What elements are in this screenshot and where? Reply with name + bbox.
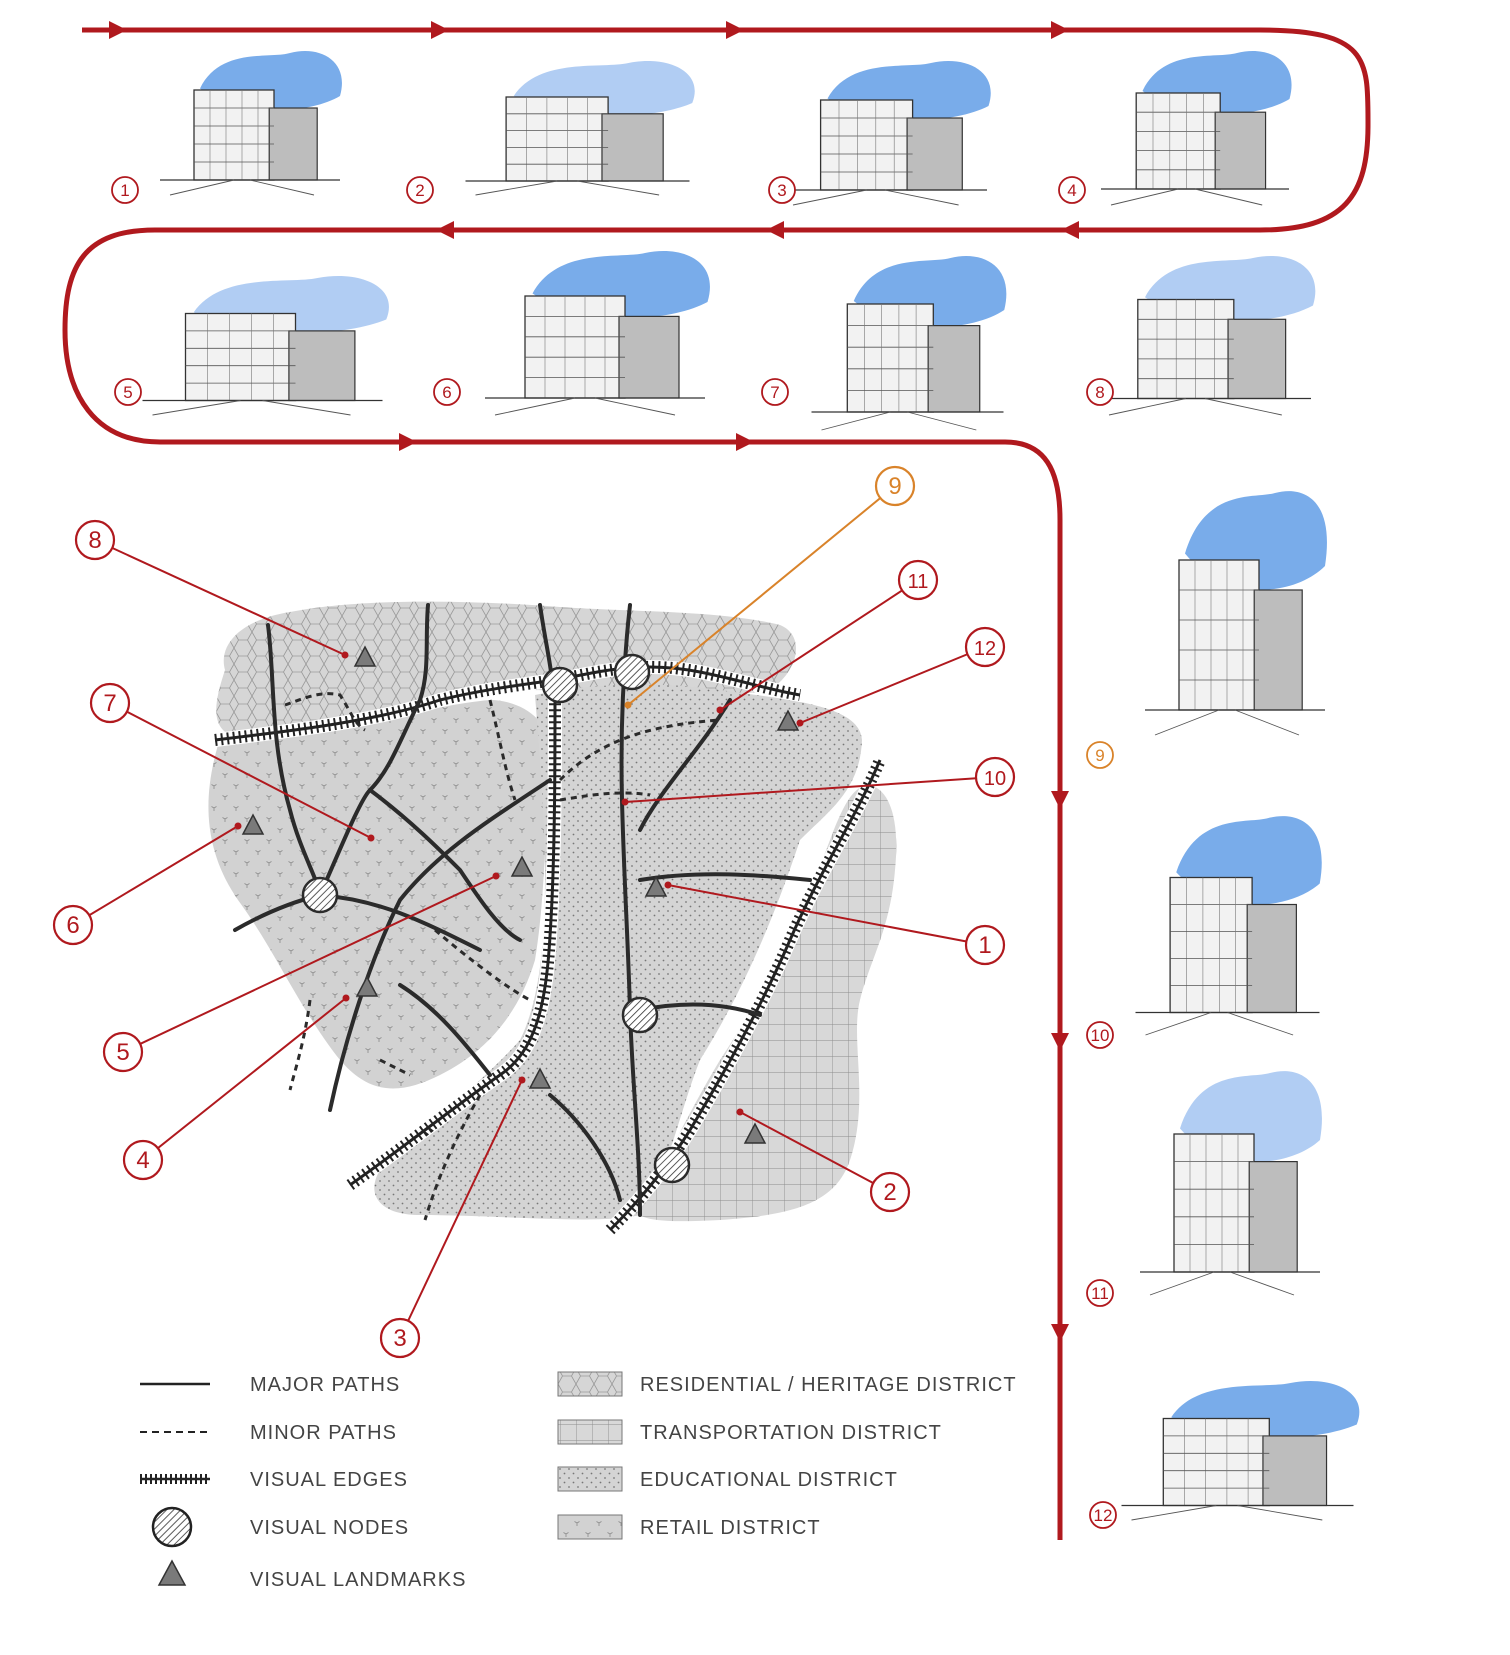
callout-dot [368,835,375,842]
callout-leader [95,540,345,655]
building-outline [525,296,625,398]
sketch-number-text: 1 [120,181,130,200]
legend-residential-swatch [558,1372,622,1396]
sketch-number-text: 8 [1095,383,1105,402]
callout-number: 10 [983,768,1007,790]
building-shadow [907,118,962,190]
callout-dot [797,720,804,727]
visual-node [655,1148,689,1182]
sketch-number-4 [1059,177,1085,203]
building-outline [1174,1134,1254,1272]
legend-label-visual-nodes: VISUAL NODES [250,1517,410,1539]
sketch-number-1 [112,177,138,203]
sketch-number-11 [1087,1280,1113,1306]
perspective-line [822,412,891,430]
callout-dot [717,707,724,714]
perspective-line [793,190,867,205]
callout-leader [800,647,985,723]
sketch-7 [762,256,1006,430]
sketch-number-12 [1090,1502,1116,1528]
legend-label-residential: RESIDENTIAL / HERITAGE DISTRICT [640,1374,1017,1396]
sketch-number-text: 7 [770,383,780,402]
callout-number: 6 [66,912,80,939]
callout-dot [737,1109,744,1116]
building-shadow [1215,112,1265,189]
building-outline [847,304,933,412]
map-callout-8 [76,521,349,659]
callout-dot [343,995,350,1002]
callout-number: 3 [393,1325,407,1352]
legend-label-major-paths: MAJOR PATHS [250,1374,401,1396]
legend-label-visual-edges: VISUAL EDGES [250,1469,408,1491]
sketch-number-text: 9 [1095,746,1105,765]
callout-number: 7 [103,690,117,717]
building-shadow [1228,319,1286,398]
building-outline [506,97,608,181]
map-callout-4 [124,995,350,1180]
sketch-number-6 [434,379,460,405]
perspective-line [1109,399,1186,416]
legend-visual-node-symbol [153,1508,191,1546]
perspective-line [153,401,241,416]
callout-number: 1 [978,932,992,959]
callout-number: 8 [88,527,102,554]
perspective-line [578,181,660,195]
route-arrow [726,21,744,39]
sketch-number-9 [1087,742,1113,768]
perspective-line [495,398,575,415]
perspective-line [1132,1506,1217,1521]
callout-number: 9 [888,473,902,500]
perspective-line [170,180,234,195]
minor-path [290,1000,310,1090]
building-shadow [928,326,980,412]
perspective-line [1230,1272,1294,1295]
perspective-line [1195,189,1262,205]
sketch-number-text: 6 [442,383,452,402]
building-shadow [269,108,317,180]
building-shadow [1249,1162,1297,1272]
perspective-line [263,401,351,416]
building-outline [1170,878,1252,1013]
sketch-number-text: 11 [1091,1284,1109,1303]
callout-leader [73,826,238,925]
legend-label-minor-paths: MINOR PATHS [250,1422,397,1444]
perspective-line [1228,1013,1294,1036]
perspective-line [1111,189,1178,205]
route-arrow [1051,21,1069,39]
perspective-line [595,398,675,415]
district-map [54,467,1014,1357]
legend-label-transportation: TRANSPORTATION DISTRICT [640,1422,942,1444]
building-shadow [289,331,355,401]
route-arrow [1051,791,1069,809]
route-arrow [1051,1033,1069,1051]
visual-node [303,878,337,912]
legend-retail-swatch [558,1515,622,1539]
callout-dot [493,873,500,880]
sketch-1 [112,51,342,203]
sketch-number-7 [762,379,788,405]
callout-dot [519,1077,526,1084]
callout-number: 12 [973,638,997,660]
route-arrow [436,221,454,239]
perspective-line [1235,710,1299,735]
building-outline [194,90,274,180]
callout-number: 11 [907,571,929,593]
sketch-12 [1090,1381,1359,1528]
perspective-line [476,181,558,195]
legend-label-educational: EDUCATIONAL DISTRICT [640,1469,898,1491]
callout-number: 2 [883,1179,897,1206]
legend-visual-landmark-symbol [159,1561,185,1585]
building-outline [1138,300,1234,399]
sketch-number-text: 3 [777,181,787,200]
route-arrow [1061,221,1079,239]
callout-dot [342,652,349,659]
sketch-6 [434,251,710,415]
sketch-11 [1087,1071,1322,1306]
building-outline [186,314,296,401]
perspective-line [1155,710,1219,735]
building-shadow [1254,590,1302,710]
legend [140,1372,1017,1591]
building-shadow [619,316,679,398]
building-shadow [1247,905,1296,1013]
legend-label-visual-landmarks: VISUAL LANDMARKS [250,1569,467,1591]
sketch-2 [407,61,695,203]
callout-leader [143,998,346,1160]
sketch-9 [1087,491,1327,768]
visual-node [543,668,577,702]
legend-educational-swatch [558,1467,622,1491]
route-arrow [109,21,127,39]
sketch-number-2 [407,177,433,203]
sketch-5 [115,276,389,415]
sketch-3 [769,61,991,205]
sketch-number-3 [769,177,795,203]
perspective-line [1146,1013,1212,1036]
callout-dot [622,799,629,806]
sketch-4 [1059,51,1292,205]
route-arrow [399,433,417,451]
perspective-line [1238,1506,1323,1521]
sketch-number-text: 12 [1093,1506,1113,1525]
building-outline [821,100,913,190]
sketch-10 [1087,816,1322,1048]
retail-district-area [208,700,550,1089]
visual-node [615,655,649,689]
sketch-number-text: 5 [123,383,133,402]
route-arrow [1051,1324,1069,1342]
callout-number: 4 [136,1147,150,1174]
sketch-number-text: 10 [1090,1026,1110,1045]
callout-dot [235,823,242,830]
building-outline [1136,93,1220,189]
callout-number: 5 [116,1039,130,1066]
route-arrow [766,221,784,239]
sketch-number-5 [115,379,141,405]
perspective-line [250,180,314,195]
callout-dot [665,882,672,889]
route-arrow [431,21,449,39]
sketch-number-10 [1087,1022,1113,1048]
building-shadow [602,114,663,181]
legend-label-retail: RETAIL DISTRICT [640,1517,821,1539]
perspective-line [885,190,959,205]
perspective-line [1150,1272,1214,1295]
sketch-number-text: 2 [415,181,425,200]
map-callout-6 [54,823,242,945]
sketch-8 [1087,256,1315,415]
building-outline [1163,1419,1269,1506]
sketch-number-8 [1087,379,1113,405]
sketch-number-text: 4 [1067,181,1077,200]
perspective-line [1205,399,1282,416]
visual-node [623,998,657,1032]
map-callout-12 [797,628,1005,727]
perspective-line [908,412,977,430]
building-shadow [1263,1436,1327,1506]
building-outline [1179,560,1259,710]
legend-transportation-swatch [558,1420,622,1444]
route-arrow [736,433,754,451]
callout-dot [625,702,632,709]
